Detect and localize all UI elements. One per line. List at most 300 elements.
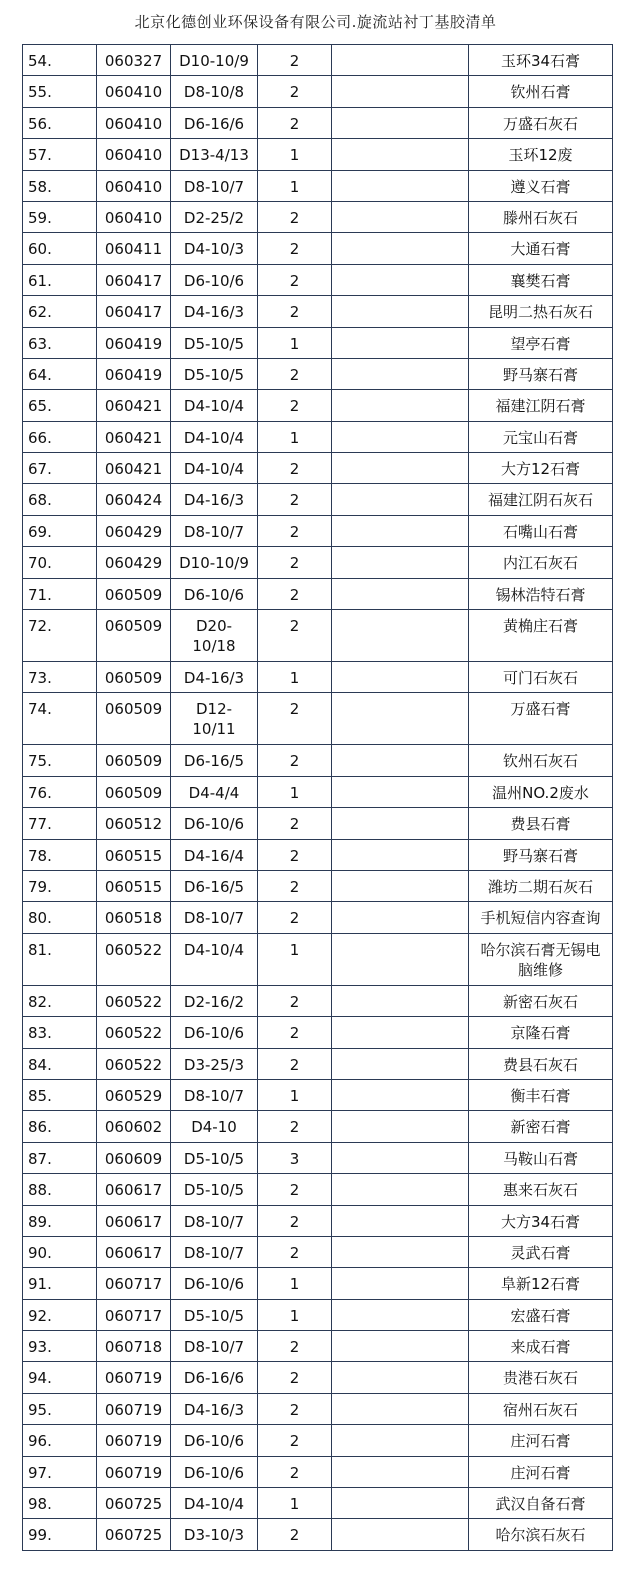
- row-number-cell: 80.: [23, 902, 97, 933]
- project-name-cell: 大方12石膏: [469, 453, 613, 484]
- quantity-cell: 2: [258, 1425, 332, 1456]
- note-cell: [332, 808, 469, 839]
- spec-cell: D4-4/4: [171, 776, 258, 807]
- table-row: [23, 1393, 613, 1424]
- note-cell: [332, 484, 469, 515]
- row-number-cell: 65.: [23, 390, 97, 421]
- note-cell: [332, 547, 469, 578]
- row-number-cell: 58.: [23, 170, 97, 201]
- note-cell: [332, 1205, 469, 1236]
- note-cell: [332, 264, 469, 295]
- quantity-cell: 2: [258, 808, 332, 839]
- note-cell: [332, 1111, 469, 1142]
- spec-cell: D8-10/7: [171, 515, 258, 546]
- order-code-cell: 060717: [97, 1268, 171, 1299]
- order-code-cell: 060509: [97, 578, 171, 609]
- order-code-cell: 060509: [97, 745, 171, 776]
- order-code-cell: 060522: [97, 1017, 171, 1048]
- order-code-cell: 060419: [97, 358, 171, 389]
- quantity-cell: 2: [258, 107, 332, 138]
- order-code-cell: 060410: [97, 201, 171, 232]
- project-name-cell: 滕州石灰石: [469, 201, 613, 232]
- spec-cell: D6-10/6: [171, 1268, 258, 1299]
- table-row: [23, 1519, 613, 1550]
- project-name-cell: 玉环34石膏: [469, 45, 613, 76]
- order-code-cell: 060327: [97, 45, 171, 76]
- spec-cell: D4-10/4: [171, 933, 258, 985]
- spec-cell: D4-10/4: [171, 1488, 258, 1519]
- table-row: [23, 1268, 613, 1299]
- note-cell: [332, 776, 469, 807]
- quantity-cell: 1: [258, 662, 332, 693]
- project-name-cell: 钦州石膏: [469, 76, 613, 107]
- project-name-cell: 遵义石膏: [469, 170, 613, 201]
- spec-cell: D6-16/6: [171, 1362, 258, 1393]
- row-number-cell: 93.: [23, 1331, 97, 1362]
- spec-cell: D4-16/3: [171, 484, 258, 515]
- row-number-cell: 63.: [23, 327, 97, 358]
- row-number-cell: 81.: [23, 933, 97, 985]
- quantity-cell: 1: [258, 327, 332, 358]
- project-name-cell: 元宝山石膏: [469, 421, 613, 452]
- project-name-cell: 费县石膏: [469, 808, 613, 839]
- quantity-cell: 2: [258, 233, 332, 264]
- quantity-cell: 2: [258, 578, 332, 609]
- quantity-cell: 2: [258, 1456, 332, 1487]
- spec-cell: D5-10/5: [171, 358, 258, 389]
- note-cell: [332, 1299, 469, 1330]
- table-row: [23, 776, 613, 807]
- note-cell: [332, 985, 469, 1016]
- order-code-cell: 060410: [97, 76, 171, 107]
- table-row: [23, 902, 613, 933]
- row-number-cell: 71.: [23, 578, 97, 609]
- quantity-cell: 2: [258, 745, 332, 776]
- note-cell: [332, 1048, 469, 1079]
- row-number-cell: 86.: [23, 1111, 97, 1142]
- project-name-cell: 万盛石膏: [469, 693, 613, 745]
- quantity-cell: 2: [258, 1205, 332, 1236]
- order-code-cell: 060512: [97, 808, 171, 839]
- order-code-cell: 060719: [97, 1456, 171, 1487]
- quantity-cell: 2: [258, 201, 332, 232]
- table-row: [23, 107, 613, 138]
- table-row: [23, 1079, 613, 1110]
- row-number-cell: 77.: [23, 808, 97, 839]
- note-cell: [332, 1362, 469, 1393]
- row-number-cell: 55.: [23, 76, 97, 107]
- note-cell: [332, 107, 469, 138]
- order-code-cell: 060518: [97, 902, 171, 933]
- table-row: [23, 1456, 613, 1487]
- quantity-cell: 2: [258, 76, 332, 107]
- order-code-cell: 060718: [97, 1331, 171, 1362]
- spec-cell: D6-16/6: [171, 107, 258, 138]
- row-number-cell: 60.: [23, 233, 97, 264]
- project-name-cell: 哈尔滨石灰石: [469, 1519, 613, 1550]
- quantity-cell: 1: [258, 1488, 332, 1519]
- project-name-cell: 衡丰石膏: [469, 1079, 613, 1110]
- project-name-cell: 温州NO.2废水: [469, 776, 613, 807]
- project-name-cell: 野马寨石膏: [469, 358, 613, 389]
- row-number-cell: 62.: [23, 296, 97, 327]
- spec-cell: D6-10/6: [171, 1425, 258, 1456]
- quantity-cell: 2: [258, 390, 332, 421]
- note-cell: [332, 1017, 469, 1048]
- document-title: 北京化德创业环保设备有限公司.旋流站衬丁基胶清单: [134, 13, 497, 31]
- row-number-cell: 87.: [23, 1142, 97, 1173]
- row-number-cell: 59.: [23, 201, 97, 232]
- quantity-cell: 2: [258, 610, 332, 662]
- note-cell: [332, 233, 469, 264]
- spec-cell: D4-10/4: [171, 390, 258, 421]
- spec-cell: D12- 10/11: [171, 693, 258, 745]
- spec-cell: D8-10/7: [171, 902, 258, 933]
- order-code-cell: 060617: [97, 1205, 171, 1236]
- row-number-cell: 64.: [23, 358, 97, 389]
- quantity-cell: 2: [258, 1393, 332, 1424]
- project-name-cell: 宿州石灰石: [469, 1393, 613, 1424]
- quantity-cell: 1: [258, 1268, 332, 1299]
- spec-cell: D5-10/5: [171, 1299, 258, 1330]
- table-row: [23, 808, 613, 839]
- quantity-cell: 2: [258, 1017, 332, 1048]
- note-cell: [332, 170, 469, 201]
- row-number-cell: 97.: [23, 1456, 97, 1487]
- row-number-cell: 75.: [23, 745, 97, 776]
- order-code-cell: 060717: [97, 1299, 171, 1330]
- note-cell: [332, 1393, 469, 1424]
- spec-cell: D3-25/3: [171, 1048, 258, 1079]
- project-name-cell: 灵武石膏: [469, 1236, 613, 1267]
- quantity-cell: 1: [258, 170, 332, 201]
- row-number-cell: 99.: [23, 1519, 97, 1550]
- project-name-cell: 玉环12废: [469, 139, 613, 170]
- project-name-cell: 哈尔滨石膏无锡电 脑维修: [469, 933, 613, 985]
- row-number-cell: 90.: [23, 1236, 97, 1267]
- table-row: [23, 139, 613, 170]
- row-number-cell: 61.: [23, 264, 97, 295]
- table-row: [23, 578, 613, 609]
- row-number-cell: 78.: [23, 839, 97, 870]
- project-name-cell: 宏盛石膏: [469, 1299, 613, 1330]
- project-name-cell: 武汉自备石膏: [469, 1488, 613, 1519]
- note-cell: [332, 1236, 469, 1267]
- spec-cell: D4-16/3: [171, 296, 258, 327]
- row-number-cell: 84.: [23, 1048, 97, 1079]
- row-number-cell: 91.: [23, 1268, 97, 1299]
- table-row: [23, 45, 613, 76]
- quantity-cell: 2: [258, 870, 332, 901]
- note-cell: [332, 1268, 469, 1299]
- table-row: [23, 327, 613, 358]
- spec-cell: D8-10/7: [171, 1205, 258, 1236]
- quantity-cell: 2: [258, 1519, 332, 1550]
- order-code-cell: 060515: [97, 839, 171, 870]
- row-number-cell: 79.: [23, 870, 97, 901]
- project-name-cell: 费县石灰石: [469, 1048, 613, 1079]
- quantity-cell: 1: [258, 776, 332, 807]
- spec-cell: D4-10/4: [171, 453, 258, 484]
- table-row: [23, 1299, 613, 1330]
- order-code-cell: 060522: [97, 1048, 171, 1079]
- order-code-cell: 060509: [97, 693, 171, 745]
- quantity-cell: 2: [258, 547, 332, 578]
- table-row: [23, 1205, 613, 1236]
- table-row: [23, 610, 613, 662]
- table-row: [23, 1048, 613, 1079]
- table-row: [23, 358, 613, 389]
- table-row: [23, 484, 613, 515]
- note-cell: [332, 1174, 469, 1205]
- order-code-cell: 060515: [97, 870, 171, 901]
- table-row: [23, 1362, 613, 1393]
- note-cell: [332, 578, 469, 609]
- order-code-cell: 060411: [97, 233, 171, 264]
- spec-cell: D5-10/5: [171, 1142, 258, 1173]
- quantity-cell: 2: [258, 839, 332, 870]
- order-code-cell: 060509: [97, 610, 171, 662]
- order-code-cell: 060617: [97, 1236, 171, 1267]
- row-number-cell: 70.: [23, 547, 97, 578]
- spec-cell: D4-16/3: [171, 1393, 258, 1424]
- row-number-cell: 69.: [23, 515, 97, 546]
- note-cell: [332, 453, 469, 484]
- project-name-cell: 大方34石膏: [469, 1205, 613, 1236]
- note-cell: [332, 1488, 469, 1519]
- spec-cell: D3-10/3: [171, 1519, 258, 1550]
- order-code-cell: 060410: [97, 170, 171, 201]
- spec-cell: D13-4/13: [171, 139, 258, 170]
- spec-cell: D20- 10/18: [171, 610, 258, 662]
- quantity-cell: 1: [258, 933, 332, 985]
- table-row: [23, 1488, 613, 1519]
- project-name-cell: 钦州石灰石: [469, 745, 613, 776]
- spec-cell: D10-10/9: [171, 547, 258, 578]
- order-code-cell: 060410: [97, 107, 171, 138]
- project-name-cell: 新密石膏: [469, 1111, 613, 1142]
- note-cell: [332, 1456, 469, 1487]
- row-number-cell: 98.: [23, 1488, 97, 1519]
- order-code-cell: 060522: [97, 933, 171, 985]
- table-row: [23, 870, 613, 901]
- table-row: [23, 662, 613, 693]
- order-code-cell: 060419: [97, 327, 171, 358]
- quantity-cell: 2: [258, 902, 332, 933]
- table-row: [23, 985, 613, 1016]
- table-row: [23, 1174, 613, 1205]
- note-cell: [332, 902, 469, 933]
- order-code-cell: 060617: [97, 1174, 171, 1205]
- table-row: [23, 547, 613, 578]
- order-code-cell: 060410: [97, 139, 171, 170]
- quantity-cell: 2: [258, 453, 332, 484]
- spec-cell: D8-10/7: [171, 1236, 258, 1267]
- order-code-cell: 060429: [97, 515, 171, 546]
- quantity-cell: 2: [258, 264, 332, 295]
- note-cell: [332, 1331, 469, 1362]
- project-name-cell: 锡林浩特石膏: [469, 578, 613, 609]
- spec-cell: D4-10/4: [171, 421, 258, 452]
- project-name-cell: 潍坊二期石灰石: [469, 870, 613, 901]
- quantity-cell: 2: [258, 985, 332, 1016]
- project-name-cell: 京隆石膏: [469, 1017, 613, 1048]
- spec-cell: D8-10/7: [171, 1079, 258, 1110]
- row-number-cell: 74.: [23, 693, 97, 745]
- order-code-cell: 060719: [97, 1393, 171, 1424]
- note-cell: [332, 693, 469, 745]
- row-number-cell: 54.: [23, 45, 97, 76]
- quantity-cell: 2: [258, 1111, 332, 1142]
- table-row: [23, 1331, 613, 1362]
- note-cell: [332, 201, 469, 232]
- order-code-cell: 060725: [97, 1519, 171, 1550]
- order-code-cell: 060609: [97, 1142, 171, 1173]
- table-row: [23, 233, 613, 264]
- table-row: [23, 839, 613, 870]
- quantity-cell: 2: [258, 1174, 332, 1205]
- order-code-cell: 060424: [97, 484, 171, 515]
- row-number-cell: 83.: [23, 1017, 97, 1048]
- table-row: [23, 1142, 613, 1173]
- project-name-cell: 庄河石膏: [469, 1425, 613, 1456]
- table-row: [23, 296, 613, 327]
- spec-cell: D6-10/6: [171, 808, 258, 839]
- project-name-cell: 石嘴山石膏: [469, 515, 613, 546]
- note-cell: [332, 870, 469, 901]
- spec-cell: D4-10/3: [171, 233, 258, 264]
- note-cell: [332, 358, 469, 389]
- order-code-cell: 060719: [97, 1425, 171, 1456]
- project-name-cell: 福建江阴石膏: [469, 390, 613, 421]
- row-number-cell: 95.: [23, 1393, 97, 1424]
- note-cell: [332, 610, 469, 662]
- spec-cell: D8-10/7: [171, 1331, 258, 1362]
- row-number-cell: 67.: [23, 453, 97, 484]
- order-code-cell: 060509: [97, 776, 171, 807]
- project-name-cell: 内江石灰石: [469, 547, 613, 578]
- note-cell: [332, 139, 469, 170]
- row-number-cell: 94.: [23, 1362, 97, 1393]
- row-number-cell: 92.: [23, 1299, 97, 1330]
- note-cell: [332, 1519, 469, 1550]
- quantity-cell: 2: [258, 296, 332, 327]
- table-body: [23, 45, 613, 1551]
- spec-cell: D5-10/5: [171, 1174, 258, 1205]
- note-cell: [332, 1142, 469, 1173]
- table-row: [23, 390, 613, 421]
- note-cell: [332, 745, 469, 776]
- row-number-cell: 96.: [23, 1425, 97, 1456]
- project-name-cell: 手机短信内容查询: [469, 902, 613, 933]
- order-code-cell: 060421: [97, 421, 171, 452]
- table-row: [23, 170, 613, 201]
- project-name-cell: 贵港石灰石: [469, 1362, 613, 1393]
- quantity-cell: 2: [258, 484, 332, 515]
- project-name-cell: 阜新12石膏: [469, 1268, 613, 1299]
- note-cell: [332, 515, 469, 546]
- quantity-cell: 2: [258, 1048, 332, 1079]
- project-name-cell: 可门石灰石: [469, 662, 613, 693]
- note-cell: [332, 76, 469, 107]
- row-number-cell: 73.: [23, 662, 97, 693]
- project-name-cell: 新密石灰石: [469, 985, 613, 1016]
- table-row: [23, 933, 613, 985]
- project-name-cell: 襄樊石膏: [469, 264, 613, 295]
- quantity-cell: 1: [258, 1079, 332, 1110]
- row-number-cell: 56.: [23, 107, 97, 138]
- note-cell: [332, 327, 469, 358]
- spec-cell: D6-16/5: [171, 745, 258, 776]
- table-row: [23, 1111, 613, 1142]
- note-cell: [332, 390, 469, 421]
- order-code-cell: 060429: [97, 547, 171, 578]
- quantity-cell: 2: [258, 358, 332, 389]
- quantity-cell: 2: [258, 1236, 332, 1267]
- table-row: [23, 1017, 613, 1048]
- project-name-cell: 望亭石膏: [469, 327, 613, 358]
- project-name-cell: 来成石膏: [469, 1331, 613, 1362]
- note-cell: [332, 662, 469, 693]
- row-number-cell: 85.: [23, 1079, 97, 1110]
- note-cell: [332, 296, 469, 327]
- quantity-cell: 1: [258, 1299, 332, 1330]
- table-row: [23, 76, 613, 107]
- project-name-cell: 惠来石灰石: [469, 1174, 613, 1205]
- spec-cell: D2-25/2: [171, 201, 258, 232]
- row-number-cell: 68.: [23, 484, 97, 515]
- quantity-cell: 2: [258, 1331, 332, 1362]
- quantity-cell: 2: [258, 515, 332, 546]
- row-number-cell: 82.: [23, 985, 97, 1016]
- spec-cell: D6-10/6: [171, 1017, 258, 1048]
- quantity-cell: 2: [258, 45, 332, 76]
- project-name-cell: 野马寨石膏: [469, 839, 613, 870]
- note-cell: [332, 1079, 469, 1110]
- spec-cell: D4-10: [171, 1111, 258, 1142]
- quantity-cell: 1: [258, 139, 332, 170]
- spec-cell: D6-10/6: [171, 1456, 258, 1487]
- project-name-cell: 庄河石膏: [469, 1456, 613, 1487]
- order-code-cell: 060421: [97, 453, 171, 484]
- spec-cell: D8-10/7: [171, 170, 258, 201]
- table-row: [23, 745, 613, 776]
- order-code-cell: 060719: [97, 1362, 171, 1393]
- row-number-cell: 57.: [23, 139, 97, 170]
- row-number-cell: 89.: [23, 1205, 97, 1236]
- order-code-cell: 060602: [97, 1111, 171, 1142]
- table-row: [23, 693, 613, 745]
- order-code-cell: 060725: [97, 1488, 171, 1519]
- table-row: [23, 201, 613, 232]
- order-code-cell: 060421: [97, 390, 171, 421]
- table-row: [23, 421, 613, 452]
- spec-cell: D6-10/6: [171, 264, 258, 295]
- table-row: [23, 453, 613, 484]
- row-number-cell: 88.: [23, 1174, 97, 1205]
- project-name-cell: 大通石膏: [469, 233, 613, 264]
- row-number-cell: 66.: [23, 421, 97, 452]
- table-row: [23, 1425, 613, 1456]
- note-cell: [332, 933, 469, 985]
- project-name-cell: 马鞍山石膏: [469, 1142, 613, 1173]
- order-code-cell: 060522: [97, 985, 171, 1016]
- order-code-cell: 060529: [97, 1079, 171, 1110]
- project-name-cell: 昆明二热石灰石: [469, 296, 613, 327]
- order-code-cell: 060417: [97, 296, 171, 327]
- quantity-cell: 2: [258, 693, 332, 745]
- spec-cell: D4-16/3: [171, 662, 258, 693]
